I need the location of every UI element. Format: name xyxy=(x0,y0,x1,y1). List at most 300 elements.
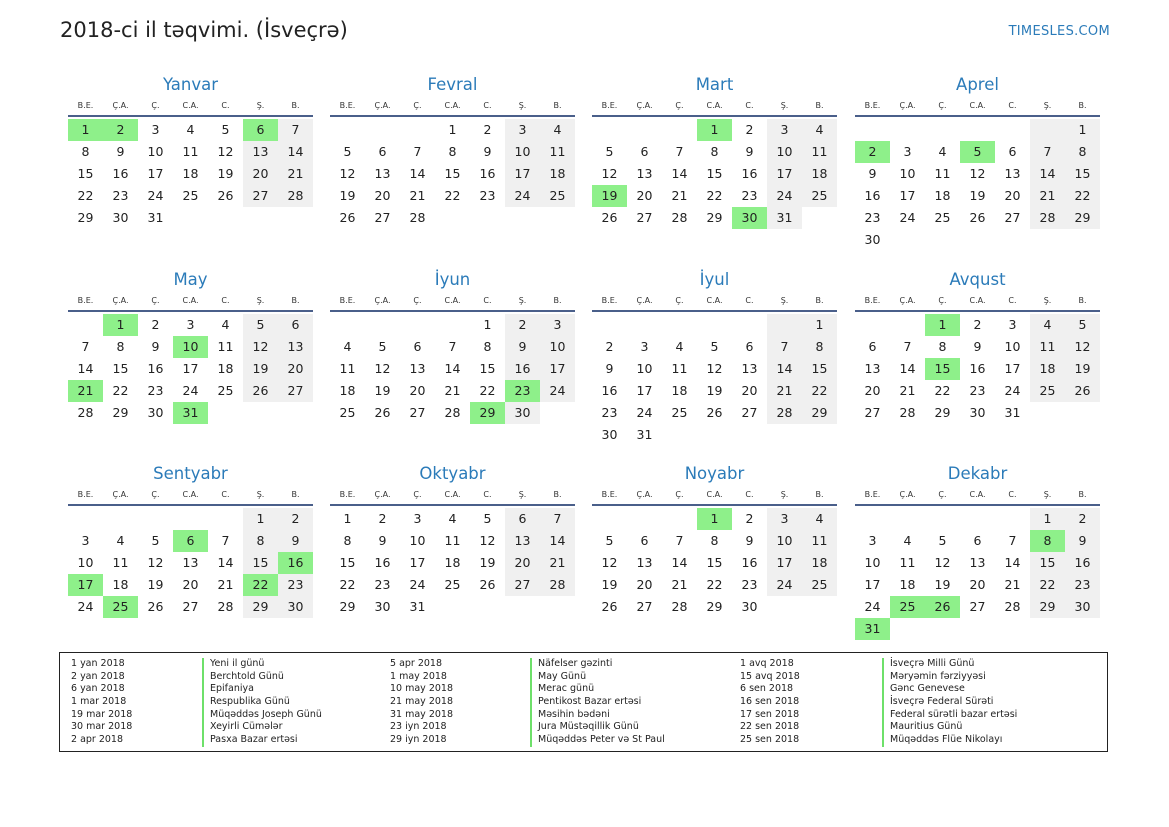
day-cell: 20 xyxy=(409,383,426,398)
month-1 xyxy=(330,74,575,229)
weekday-label: Ç. xyxy=(675,490,684,499)
day-cell: 8 xyxy=(1065,141,1100,163)
day-cell: 9 xyxy=(868,166,877,181)
legend-holiday-name: Respublika Günü xyxy=(202,696,322,709)
weekday-label: C.A. xyxy=(182,101,199,110)
weekday-label: C. xyxy=(745,101,754,110)
weekday-label: Ç. xyxy=(151,101,160,110)
holiday-day-cell: 19 xyxy=(592,185,627,207)
legend-holiday-name: Epifaniya xyxy=(202,683,322,696)
month-9 xyxy=(330,463,575,618)
day-cell: 18 xyxy=(1030,358,1065,380)
weekday-label: Ç.A. xyxy=(112,101,129,110)
month-5 xyxy=(330,269,575,424)
legend-holiday-name: Xeyirli Cümələr xyxy=(202,721,322,734)
day-cell: 1 xyxy=(343,511,352,526)
day-cell: 26 xyxy=(601,210,618,225)
weekday-label: Ç.A. xyxy=(112,296,129,305)
legend-holiday-name: Merac günü xyxy=(530,683,665,696)
day-cell: 8 xyxy=(448,144,457,159)
holiday-legend xyxy=(59,652,1108,752)
day-cell: 23 xyxy=(147,383,164,398)
day-cell: 12 xyxy=(339,166,356,181)
day-cell: 28 xyxy=(409,210,426,225)
day-cell: 14 xyxy=(217,555,234,570)
day-cell: 14 xyxy=(278,141,313,163)
site-link[interactable]: TIMESLES.COM xyxy=(1008,24,1110,39)
day-cell: 17 xyxy=(767,552,802,574)
holiday-day-cell: 22 xyxy=(243,574,278,596)
empty-cell xyxy=(330,314,365,336)
day-cell: 8 xyxy=(81,144,90,159)
day-cell: 26 xyxy=(147,599,164,614)
day-cell: 27 xyxy=(182,599,199,614)
day-cell: 22 xyxy=(706,577,723,592)
day-cell: 10 xyxy=(1004,339,1021,354)
day-cell: 1 xyxy=(448,122,457,137)
day-cell: 22 xyxy=(77,188,94,203)
month-10 xyxy=(592,463,837,618)
day-cell: 2 xyxy=(505,314,540,336)
day-cell: 28 xyxy=(217,599,234,614)
weekday-label: B.E. xyxy=(601,490,618,499)
day-cell: 30 xyxy=(112,210,129,225)
weekday-header xyxy=(330,293,575,309)
day-cell: 26 xyxy=(243,380,278,402)
legend-holiday-name: Müqəddəs Flüe Nikolayı xyxy=(882,734,1017,747)
weekday-header xyxy=(68,98,313,114)
day-cell: 1 xyxy=(1065,119,1100,141)
empty-cell xyxy=(662,314,697,336)
weekday-label: C. xyxy=(221,490,230,499)
weekday-label: B. xyxy=(553,296,562,305)
day-cell: 29 xyxy=(1065,207,1100,229)
holiday-day-cell: 6 xyxy=(243,119,278,141)
day-cell: 11 xyxy=(934,166,951,181)
day-cell: 27 xyxy=(864,405,881,420)
day-cell: 31 xyxy=(767,207,802,229)
day-grid xyxy=(592,119,837,229)
day-cell: 12 xyxy=(374,361,391,376)
day-cell: 4 xyxy=(448,511,457,526)
day-cell: 14 xyxy=(671,166,688,181)
day-cell: 6 xyxy=(278,314,313,336)
legend-names-column xyxy=(202,658,322,747)
empty-cell xyxy=(925,119,960,141)
weekday-label: C.A. xyxy=(969,490,986,499)
day-cell: 14 xyxy=(671,555,688,570)
day-cell: 13 xyxy=(636,555,653,570)
day-cell: 13 xyxy=(741,361,758,376)
day-cell: 17 xyxy=(505,163,540,185)
empty-cell xyxy=(767,314,802,336)
day-cell: 4 xyxy=(802,508,837,530)
legend-names-column xyxy=(530,658,665,747)
day-cell: 31 xyxy=(409,599,426,614)
legend-date: 1 avq 2018 xyxy=(740,658,794,669)
day-cell: 16 xyxy=(969,361,986,376)
month-3 xyxy=(855,74,1100,251)
day-cell: 11 xyxy=(112,555,129,570)
day-cell: 11 xyxy=(671,361,688,376)
weekday-label: Ş. xyxy=(780,101,789,110)
day-cell: 10 xyxy=(767,530,802,552)
month-divider xyxy=(330,115,575,117)
day-cell: 25 xyxy=(444,577,461,592)
day-cell: 29 xyxy=(802,402,837,424)
day-cell: 5 xyxy=(378,339,387,354)
day-cell: 23 xyxy=(741,577,758,592)
weekday-label: C.A. xyxy=(182,296,199,305)
day-cell: 15 xyxy=(77,166,94,181)
day-cell: 17 xyxy=(1004,361,1021,376)
month-divider xyxy=(68,504,313,506)
weekday-label: Ş. xyxy=(780,490,789,499)
day-cell: 5 xyxy=(710,339,719,354)
day-cell: 25 xyxy=(802,574,837,596)
legend-date: 6 yan 2018 xyxy=(71,683,125,695)
weekday-header xyxy=(68,293,313,309)
legend-holiday-name: Federal sürətli bazar ertəsi xyxy=(882,709,1017,722)
weekday-label: B. xyxy=(553,101,562,110)
day-cell: 30 xyxy=(741,599,758,614)
day-cell: 15 xyxy=(479,361,496,376)
day-cell: 22 xyxy=(706,188,723,203)
day-cell: 7 xyxy=(903,339,912,354)
weekday-label: C.A. xyxy=(969,101,986,110)
empty-cell xyxy=(855,119,890,141)
day-cell: 29 xyxy=(339,599,356,614)
day-cell: 6 xyxy=(378,144,387,159)
day-cell: 16 xyxy=(741,555,758,570)
empty-cell xyxy=(173,508,208,530)
day-cell: 18 xyxy=(934,188,951,203)
day-cell: 12 xyxy=(934,555,951,570)
day-cell: 21 xyxy=(671,577,688,592)
empty-cell xyxy=(68,508,103,530)
weekday-label: C.A. xyxy=(444,101,461,110)
day-cell: 3 xyxy=(413,511,422,526)
day-cell: 15 xyxy=(1065,163,1100,185)
empty-cell xyxy=(435,314,470,336)
day-cell: 5 xyxy=(243,314,278,336)
weekday-label: B.E. xyxy=(601,101,618,110)
weekday-label: C.A. xyxy=(706,296,723,305)
holiday-day-cell: 6 xyxy=(173,530,208,552)
legend-date: 1 may 2018 xyxy=(390,670,447,682)
day-cell: 4 xyxy=(1030,314,1065,336)
empty-cell xyxy=(960,508,995,530)
weekday-label: Ş. xyxy=(256,101,265,110)
legend-date: 15 avq 2018 xyxy=(740,670,800,682)
day-cell: 4 xyxy=(221,317,230,332)
empty-cell xyxy=(662,119,697,141)
day-cell: 14 xyxy=(540,530,575,552)
day-cell: 4 xyxy=(675,339,684,354)
day-cell: 14 xyxy=(77,361,94,376)
month-name: Fevral xyxy=(427,75,478,94)
day-cell: 20 xyxy=(278,358,313,380)
day-cell: 25 xyxy=(802,185,837,207)
legend-names-column xyxy=(882,658,1017,747)
legend-date: 1 mar 2018 xyxy=(71,696,127,708)
legend-holiday-name: Gənc Genevese xyxy=(882,683,1017,696)
holiday-day-cell: 21 xyxy=(68,380,103,402)
day-cell: 30 xyxy=(864,232,881,247)
day-cell: 30 xyxy=(147,405,164,420)
day-cell: 16 xyxy=(147,361,164,376)
day-cell: 22 xyxy=(444,188,461,203)
day-cell: 3 xyxy=(903,144,912,159)
day-cell: 24 xyxy=(864,599,881,614)
legend-holiday-name: Pasxa Bazar ertəsi xyxy=(202,734,322,747)
month-name: Sentyabr xyxy=(153,464,228,483)
weekday-label: C. xyxy=(483,296,492,305)
weekday-label: B.E. xyxy=(864,101,881,110)
day-cell: 28 xyxy=(540,574,575,596)
day-cell: 24 xyxy=(636,405,653,420)
day-cell: 29 xyxy=(934,405,951,420)
weekday-label: C.A. xyxy=(182,490,199,499)
day-cell: 27 xyxy=(409,405,426,420)
day-cell: 13 xyxy=(969,555,986,570)
weekday-header xyxy=(592,98,837,114)
day-cell: 24 xyxy=(409,577,426,592)
holiday-day-cell: 25 xyxy=(103,596,138,618)
day-cell: 2 xyxy=(745,122,754,137)
month-name: İyun xyxy=(434,270,471,289)
day-cell: 12 xyxy=(217,144,234,159)
day-cell: 23 xyxy=(278,574,313,596)
weekday-label: Ş. xyxy=(518,101,527,110)
day-cell: 16 xyxy=(1065,552,1100,574)
day-cell: 6 xyxy=(745,339,754,354)
weekday-label: B.E. xyxy=(864,490,881,499)
weekday-label: B. xyxy=(815,101,824,110)
weekday-label: Ç. xyxy=(151,296,160,305)
day-cell: 9 xyxy=(116,144,125,159)
day-cell: 20 xyxy=(182,577,199,592)
day-cell: 3 xyxy=(505,119,540,141)
day-cell: 20 xyxy=(864,383,881,398)
empty-cell xyxy=(662,508,697,530)
day-cell: 2 xyxy=(483,122,492,137)
weekday-label: B.E. xyxy=(864,296,881,305)
day-cell: 30 xyxy=(1065,596,1100,618)
month-4 xyxy=(68,269,313,424)
legend-date: 31 may 2018 xyxy=(390,708,454,720)
weekday-label: Ç.A. xyxy=(899,490,916,499)
day-cell: 24 xyxy=(899,210,916,225)
day-cell: 28 xyxy=(77,405,94,420)
weekday-label: Ç. xyxy=(938,296,947,305)
empty-cell xyxy=(627,119,662,141)
legend-date: 23 iyn 2018 xyxy=(390,721,447,733)
day-cell: 24 xyxy=(505,185,540,207)
day-cell: 7 xyxy=(1030,141,1065,163)
day-cell: 13 xyxy=(243,141,278,163)
weekday-label: C. xyxy=(745,490,754,499)
day-cell: 24 xyxy=(540,380,575,402)
day-cell: 22 xyxy=(339,577,356,592)
day-cell: 15 xyxy=(112,361,129,376)
day-cell: 11 xyxy=(802,141,837,163)
day-cell: 19 xyxy=(243,358,278,380)
day-cell: 19 xyxy=(934,577,951,592)
weekday-label: C. xyxy=(745,296,754,305)
day-cell: 26 xyxy=(706,405,723,420)
day-cell: 17 xyxy=(540,358,575,380)
weekday-label: B.E. xyxy=(77,490,94,499)
weekday-header xyxy=(330,98,575,114)
legend-holiday-name: Mauritius Günü xyxy=(882,721,1017,734)
day-cell: 11 xyxy=(182,144,199,159)
day-cell: 6 xyxy=(868,339,877,354)
day-cell: 8 xyxy=(710,533,719,548)
day-cell: 9 xyxy=(973,339,982,354)
day-cell: 21 xyxy=(1004,577,1021,592)
month-name: İyul xyxy=(699,270,730,289)
month-name: Dekabr xyxy=(947,464,1008,483)
day-cell: 3 xyxy=(186,317,195,332)
legend-holiday-name: Müqəddəs Peter və St Paul xyxy=(530,734,665,747)
legend-holiday-name: İsveçrə Federal Sürəti xyxy=(882,696,1017,709)
day-cell: 26 xyxy=(601,599,618,614)
legend-dates-column xyxy=(71,658,132,747)
day-cell: 24 xyxy=(1004,383,1021,398)
empty-cell xyxy=(1030,119,1065,141)
day-cell: 7 xyxy=(675,144,684,159)
weekday-label: Ç.A. xyxy=(112,490,129,499)
legend-date: 10 may 2018 xyxy=(390,683,454,695)
empty-cell xyxy=(330,119,365,141)
legend-date: 21 may 2018 xyxy=(390,696,454,708)
day-cell: 11 xyxy=(444,533,461,548)
day-cell: 22 xyxy=(1065,185,1100,207)
day-cell: 18 xyxy=(182,166,199,181)
day-cell: 24 xyxy=(77,599,94,614)
weekday-label: Ş. xyxy=(256,490,265,499)
day-cell: 18 xyxy=(444,555,461,570)
day-cell: 21 xyxy=(1030,185,1065,207)
day-cell: 4 xyxy=(186,122,195,137)
weekday-label: C. xyxy=(221,101,230,110)
weekday-label: Ç.A. xyxy=(636,296,653,305)
weekday-label: Ç. xyxy=(938,490,947,499)
day-cell: 22 xyxy=(112,383,129,398)
weekday-label: B.E. xyxy=(77,101,94,110)
day-cell: 3 xyxy=(151,122,160,137)
day-cell: 14 xyxy=(899,361,916,376)
empty-cell xyxy=(103,508,138,530)
day-cell: 27 xyxy=(243,185,278,207)
day-cell: 3 xyxy=(767,119,802,141)
empty-cell xyxy=(995,508,1030,530)
weekday-label: C.A. xyxy=(706,101,723,110)
legend-date: 1 yan 2018 xyxy=(71,658,125,669)
day-cell: 4 xyxy=(802,119,837,141)
month-divider xyxy=(592,310,837,312)
day-cell: 27 xyxy=(636,210,653,225)
empty-cell xyxy=(208,508,243,530)
day-cell: 11 xyxy=(899,555,916,570)
day-cell: 22 xyxy=(1030,574,1065,596)
weekday-label: B.E. xyxy=(339,101,356,110)
legend-holiday-name: Näfelser gəzinti xyxy=(530,658,665,671)
day-cell: 28 xyxy=(1030,207,1065,229)
month-name: Oktyabr xyxy=(419,464,486,483)
day-cell: 27 xyxy=(636,599,653,614)
empty-cell xyxy=(890,314,925,336)
weekday-label: Ç. xyxy=(938,101,947,110)
legend-date: 17 sen 2018 xyxy=(740,708,800,720)
weekday-label: B.E. xyxy=(77,296,94,305)
day-cell: 17 xyxy=(409,555,426,570)
day-cell: 1 xyxy=(802,314,837,336)
day-cell: 21 xyxy=(217,577,234,592)
day-cell: 18 xyxy=(802,552,837,574)
month-11 xyxy=(855,463,1100,640)
legend-holiday-name: Məsihin bədəni xyxy=(530,709,665,722)
day-cell: 5 xyxy=(343,144,352,159)
day-cell: 13 xyxy=(278,336,313,358)
day-cell: 30 xyxy=(969,405,986,420)
day-cell: 29 xyxy=(706,210,723,225)
day-cell: 16 xyxy=(864,188,881,203)
day-cell: 28 xyxy=(671,599,688,614)
day-grid xyxy=(330,508,575,618)
day-cell: 5 xyxy=(938,533,947,548)
day-cell: 7 xyxy=(448,339,457,354)
legend-holiday-name: Jura Müstəqillik Günü xyxy=(530,721,665,734)
weekday-label: Ç.A. xyxy=(899,296,916,305)
day-cell: 3 xyxy=(868,533,877,548)
day-grid xyxy=(592,508,837,618)
month-divider xyxy=(855,115,1100,117)
day-cell: 28 xyxy=(444,405,461,420)
day-cell: 16 xyxy=(479,166,496,181)
day-cell: 13 xyxy=(374,166,391,181)
empty-cell xyxy=(627,314,662,336)
weekday-label: Ç. xyxy=(151,490,160,499)
day-cell: 16 xyxy=(505,358,540,380)
day-cell: 9 xyxy=(745,144,754,159)
weekday-label: B. xyxy=(1078,490,1087,499)
day-cell: 17 xyxy=(864,577,881,592)
day-cell: 10 xyxy=(767,141,802,163)
day-cell: 19 xyxy=(374,383,391,398)
day-cell: 31 xyxy=(1004,405,1021,420)
day-cell: 12 xyxy=(969,166,986,181)
weekday-label: Ş. xyxy=(518,296,527,305)
day-cell: 22 xyxy=(479,383,496,398)
empty-cell xyxy=(138,508,173,530)
day-grid xyxy=(68,119,313,229)
day-cell: 17 xyxy=(147,166,164,181)
month-6 xyxy=(592,269,837,446)
day-cell: 18 xyxy=(671,383,688,398)
empty-cell xyxy=(855,314,890,336)
day-cell: 25 xyxy=(339,405,356,420)
day-cell: 26 xyxy=(339,210,356,225)
day-cell: 16 xyxy=(112,166,129,181)
day-cell: 20 xyxy=(243,163,278,185)
day-cell: 13 xyxy=(1004,166,1021,181)
legend-holiday-name: Müqəddəs Joseph Günü xyxy=(202,709,322,722)
weekday-label: Ş. xyxy=(780,296,789,305)
day-cell: 29 xyxy=(1030,596,1065,618)
day-cell: 7 xyxy=(221,533,230,548)
